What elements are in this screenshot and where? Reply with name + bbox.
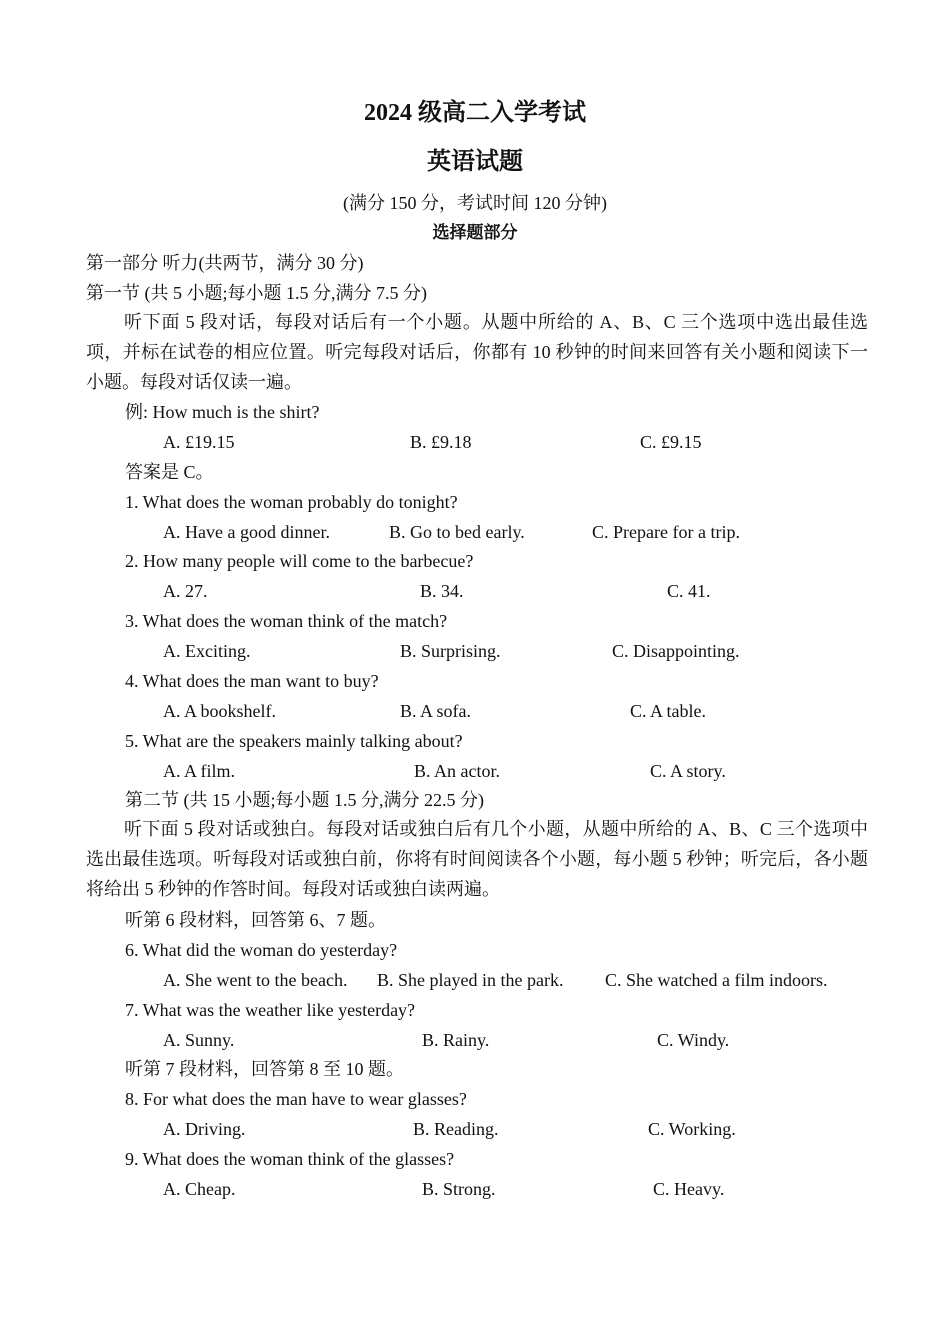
q6-option-c: C. She watched a film indoors. — [605, 970, 828, 990]
q9-option-b: B. Strong. — [422, 1179, 496, 1199]
question-4: 4. What does the man want to buy? — [125, 671, 379, 691]
q2-option-b: B. 34. — [420, 581, 464, 601]
section2-heading: 第二节 (共 15 小题;每小题 1.5 分,满分 22.5 分) — [125, 790, 484, 810]
exam-subject: 英语试题 — [427, 149, 523, 175]
example-option-a: A. £19.15 — [163, 432, 235, 452]
example-option-b: B. £9.18 — [410, 432, 472, 452]
question-1: 1. What does the woman probably do tonight? — [125, 492, 458, 512]
q4-option-c: C. A table. — [630, 701, 706, 721]
q2-option-a: A. 27. — [163, 581, 208, 601]
question-7: 7. What was the weather like yesterday? — [125, 1000, 416, 1020]
q4-option-a: A. A bookshelf. — [163, 701, 277, 721]
material-6-note: 听第 6 段材料，回答第 6、7 题。 — [125, 910, 386, 930]
question-6: 6. What did the woman do yesterday? — [125, 940, 398, 960]
q1-option-b: B. Go to bed early. — [389, 522, 525, 542]
q3-option-c: C. Disappointing. — [612, 641, 740, 661]
example-question: 例: How much is the shirt? — [125, 402, 320, 422]
q2-option-c: C. 41. — [667, 581, 711, 601]
q3-option-b: B. Surprising. — [400, 641, 501, 661]
q8-option-c: C. Working. — [648, 1119, 736, 1139]
q8-option-a: A. Driving. — [163, 1119, 246, 1139]
question-5: 5. What are the speakers mainly talking about? — [125, 731, 463, 751]
section1-heading: 第一节 (共 5 小题;每小题 1.5 分,满分 7.5 分) — [86, 283, 427, 303]
question-8: 8. For what does the man have to wear glasses? — [125, 1089, 467, 1109]
q1-option-a: A. Have a good dinner. — [163, 522, 330, 542]
question-9: 9. What does the woman think of the glasses? — [125, 1149, 455, 1169]
q8-option-b: B. Reading. — [413, 1119, 499, 1139]
q6-option-a: A. She went to the beach. — [163, 970, 348, 990]
q7-option-b: B. Rainy. — [422, 1030, 490, 1050]
example-answer: 答案是 C。 — [125, 462, 214, 482]
part1-heading: 第一部分 听力(共两节，满分 30 分) — [86, 253, 364, 273]
material-7-note: 听第 7 段材料，回答第 8 至 10 题。 — [125, 1059, 404, 1079]
section1-instructions: 听下面 5 段对话，每段对话后有一个小题。从题中所给的 A、B、C 三个选项中选出最佳选项，并标在试卷的相应位置。听完每段对话后，你都有 10 秒钟的时间来回答有关小题和阅读下一小题。每段对话仅读一遍。 — [86, 312, 868, 392]
q7-option-a: A. Sunny. — [163, 1030, 235, 1050]
section2-instructions: 听下面 5 段对话或独白。每段对话或独白后有几个小题，从题中所给的 A、B、C 三个选项中选出最佳选项。听每段对话或独白前，你将有时间阅读各个小题，每小题 5 秒钟；听完后，各小题将给出 5 秒钟的作答时间。每段对话或独白读两遍。 — [86, 819, 868, 899]
exam-title: 2024 级高二入学考试 — [364, 100, 586, 126]
exam-info: (满分 150 分，考试时间 120 分钟) — [343, 193, 607, 213]
q3-option-a: A. Exciting. — [163, 641, 251, 661]
q5-option-a: A. A film. — [163, 761, 236, 781]
q5-option-c: C. A story. — [650, 761, 726, 781]
q6-option-b: B. She played in the park. — [377, 970, 564, 990]
q9-option-a: A. Cheap. — [163, 1179, 236, 1199]
example-option-c: C. £9.15 — [640, 432, 702, 452]
q1-option-c: C. Prepare for a trip. — [592, 522, 740, 542]
q7-option-c: C. Windy. — [657, 1030, 730, 1050]
q9-option-c: C. Heavy. — [653, 1179, 725, 1199]
q5-option-b: B. An actor. — [414, 761, 500, 781]
question-2: 2. How many people will come to the barbecue? — [125, 551, 474, 571]
question-3: 3. What does the woman think of the match? — [125, 611, 448, 631]
section-label: 选择题部分 — [432, 223, 518, 242]
q4-option-b: B. A sofa. — [400, 701, 472, 721]
